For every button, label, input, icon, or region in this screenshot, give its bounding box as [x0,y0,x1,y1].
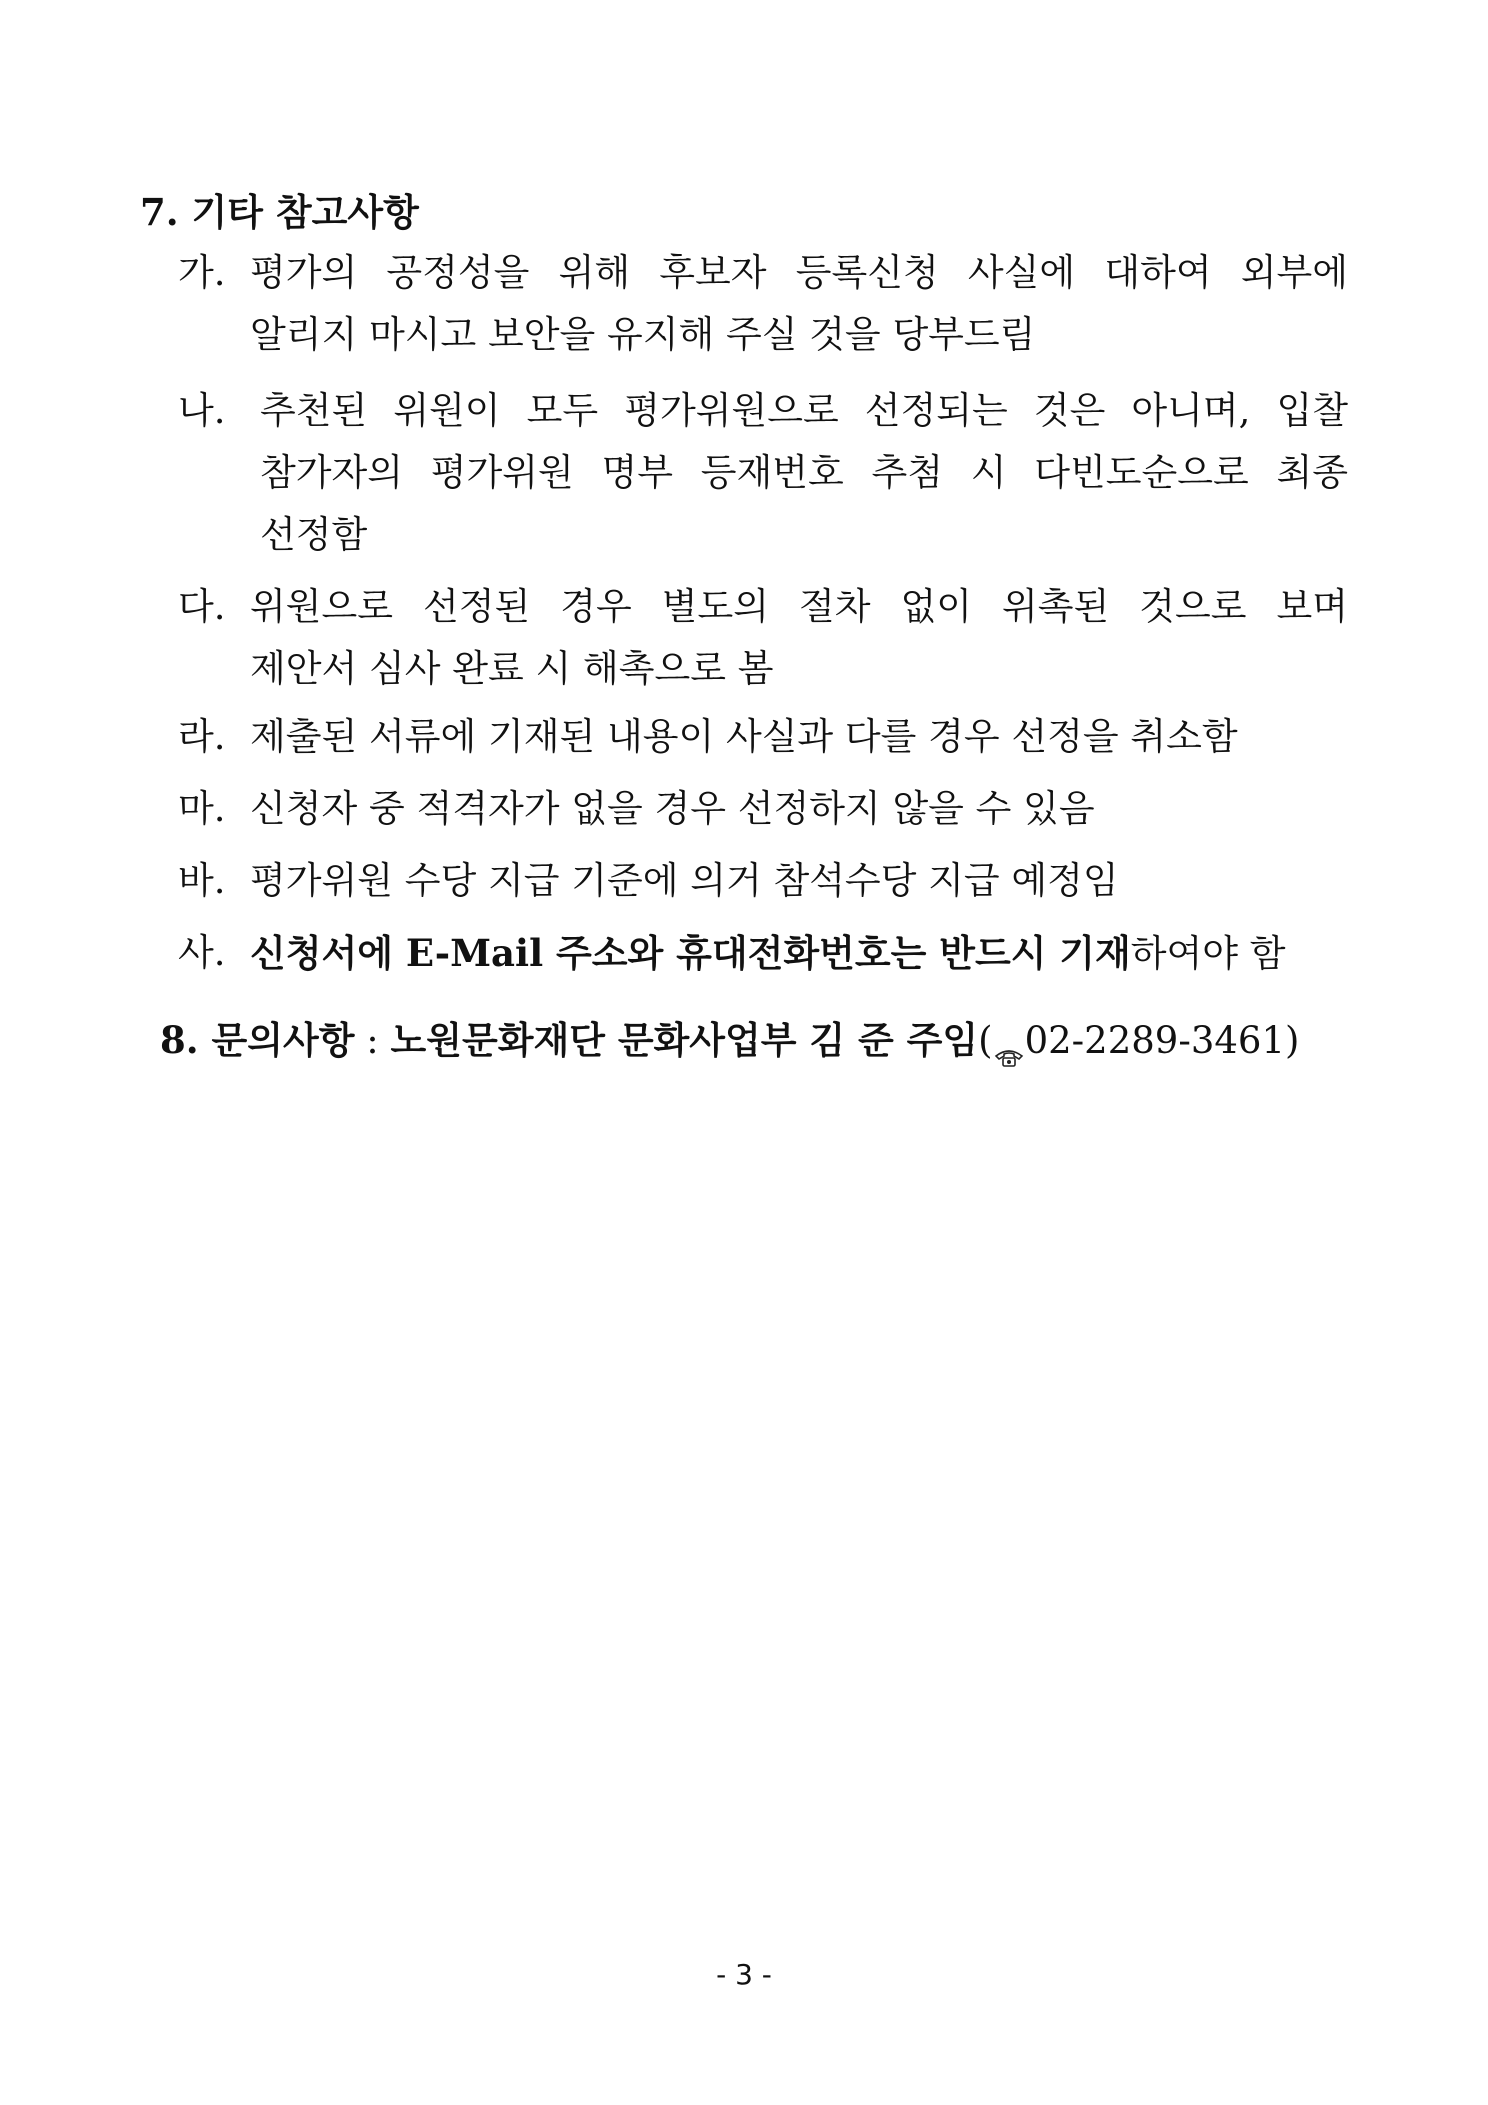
section-8-contact [160,1010,1299,1064]
contact-separator: : [354,1019,391,1062]
item-line: 평가의 공정성을 위해 후보자 등록신청 사실에 대하여 외부에 [250,251,1348,294]
item-line: 제출된 서류에 기재된 내용이 사실과 다를 경우 선정을 취소함 [250,715,1238,758]
item-line: 선정함 [260,513,368,556]
contact-phone: 02-2289-3461) [1024,1019,1300,1062]
list-item-ma [178,778,1348,840]
contact-person: 노원문화재단 문화사업부 김 준 주임 [390,1018,979,1062]
item-line: 신청자 중 적격자가 없을 경우 선정하지 않을 수 있음 [250,787,1095,830]
item-body [250,922,1348,985]
item-line: 평가위원 수당 지급 기준에 의거 참석수당 지급 예정임 [250,859,1119,902]
item-body [250,242,1348,366]
list-item-da [178,576,1348,700]
section-7-heading: 7. 기타 참고사항 [140,190,419,234]
item-body [250,778,1348,840]
page-number: - 3 - [716,1958,772,1991]
item-text: 하여야 함 [1130,932,1286,975]
item-marker: 마. [178,787,226,830]
item-line: 위원으로 선정된 경우 별도의 절차 없이 위촉된 것으로 보며 [250,585,1348,628]
item-line: 제안서 심사 완료 시 해촉으로 봄 [250,647,774,690]
list-item-ba [178,850,1348,912]
item-line: 참가자의 평가위원 명부 등재번호 추첨 시 다빈도순으로 최종 [260,451,1348,494]
item-body [250,706,1348,768]
item-line [250,922,1348,985]
item-marker: 나. [178,389,226,432]
telephone-icon [994,1034,1024,1054]
item-marker: 바. [178,859,226,902]
list-item-ga [178,242,1348,366]
list-item-ra [178,706,1348,768]
item-body [260,380,1348,566]
item-marker: 라. [178,715,226,758]
emphasis-text: 신청서에 E-Mail 주소와 휴대전화번호는 반드시 기재 [250,931,1131,975]
contact-label: 8. 문의사항 [160,1018,355,1062]
list-item-sa [178,922,1348,985]
item-marker: 가. [178,251,226,294]
item-marker: 사. [178,931,226,974]
item-line: 추천된 위원이 모두 평가위원으로 선정되는 것은 아니며, 입찰 [260,389,1348,432]
item-line: 알리지 마시고 보안을 유지해 주실 것을 당부드림 [250,313,1036,356]
item-body [250,576,1348,700]
paren-open: ( [978,1019,993,1062]
item-body [250,850,1348,912]
item-marker: 다. [178,585,226,628]
list-item-na [178,380,1348,566]
